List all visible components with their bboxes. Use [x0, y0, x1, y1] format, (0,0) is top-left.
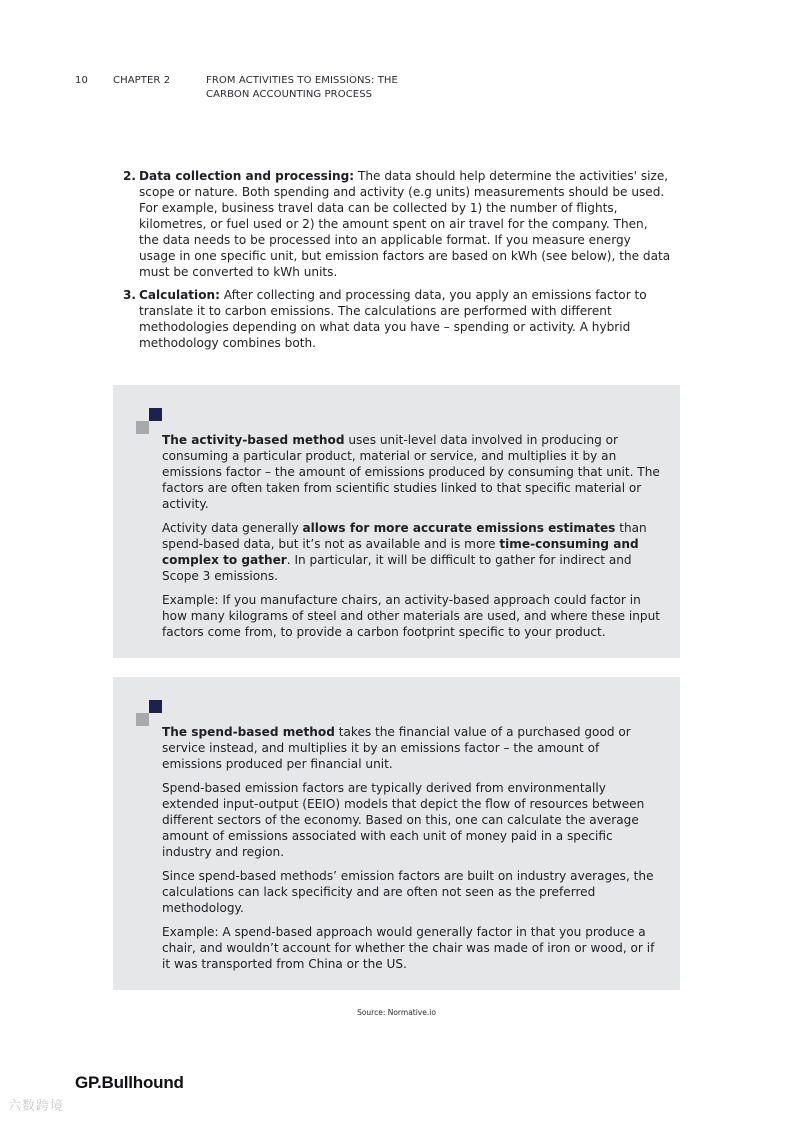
- paragraph: Spend-based emission factors are typically derived from environmentally extended input-output (EEIO) models that depict the flow of resources between different sectors of the economy. Based on this, one can calculate the average amount of emissions associated with each unit of money paid in a specific industry and region.: [162, 781, 645, 859]
- paragraph: [162, 432, 662, 512]
- step-text: After collecting and processing data, you apply an emissions factor to translate it to carbon emissions. The calculations are performed with different methodologies depending on what data you have – spending or activity. A hybrid methodology combines both.: [139, 288, 647, 350]
- gp-bullhound-logo: GP.Bullhound: [75, 1073, 184, 1092]
- paragraph: Example: If you manufacture chairs, an activity-based approach could factor in how many kilograms of steel and other materials are used, and where these input factors come from, to provide a carbon footprint specific to your product.: [162, 593, 660, 639]
- method-term: The activity-based method: [162, 433, 345, 447]
- paragraph: [162, 724, 662, 772]
- decorative-square-dark: [149, 700, 162, 713]
- process-steps: [123, 168, 671, 358]
- spend-based-method-box: [113, 677, 680, 990]
- paragraph: Since spend-based methods’ emission factors are built on industry averages, the calculations can lack specificity and are often not seen as the preferred methodology.: [162, 869, 654, 915]
- paragraph-text: takes the financial value of a purchased good or service instead, and multiplies it by an emissions factor – the amount of emissions produced per financial unit.: [162, 725, 631, 771]
- paragraph: [162, 520, 662, 584]
- step-data-collection: [123, 168, 671, 280]
- paragraph-text: Activity data generally: [162, 521, 303, 535]
- step-body: [139, 168, 671, 280]
- box-content: [162, 724, 662, 980]
- emphasis: time-consuming and complex to gather: [162, 537, 639, 567]
- decorative-square-dark: [149, 408, 162, 421]
- step-number: 2.: [123, 169, 137, 183]
- paragraph-text: uses unit-level data involved in producing or consuming a particular product, material or service, and multiplies it by an emissions factor – the amount of emissions produced by consuming that unit. The factors are often taken from scientific studies linked to that specific material or activity.: [162, 433, 660, 511]
- watermark: 六数跨境: [8, 1099, 65, 1114]
- source-note: Source: Normative.io: [357, 1008, 436, 1017]
- step-body: [139, 287, 671, 351]
- box-content: [162, 432, 662, 648]
- paragraph: Example: A spend-based approach would generally factor in that you produce a chair, and wouldn’t account for whether the chair was made of iron or wood, or if it was transported from China or the US.: [162, 925, 655, 971]
- method-term: The spend-based method: [162, 725, 335, 739]
- activity-based-method-box: [113, 385, 680, 658]
- step-text: The data should help determine the activities' size, scope or nature. Both spending and activity (e.g units) measurements should be used. For example, business travel data can be collected by 1) the number of flights, kilometres, or fuel used or 2) the amount spent on air travel for the company. Then, the data needs to be processed into an applicable format. If you measure energy usage in one specific unit, but emission factors are based on kWh (see below), the data must be converted to kWh units.: [139, 169, 671, 279]
- decorative-square-grey: [136, 713, 149, 726]
- step-number: 3.: [123, 288, 137, 302]
- step-heading: Calculation:: [139, 288, 220, 302]
- page-number: 10: [75, 75, 88, 86]
- decorative-square-grey: [136, 421, 149, 434]
- step-heading: Data collection and processing:: [139, 169, 355, 183]
- step-calculation: [123, 287, 671, 351]
- paragraph-text: . In particular, it will be difficult to gather for indirect and Scope 3 emissions.: [162, 553, 632, 583]
- paragraph-text: than spend-based data, but it’s not as available and is more: [162, 521, 647, 551]
- chapter-title: FROM ACTIVITIES TO EMISSIONS: THE CARBON ACCOUNTING PROCESS: [206, 75, 398, 100]
- emphasis: allows for more accurate emissions estimates: [302, 521, 616, 535]
- chapter-label: CHAPTER 2: [113, 75, 171, 86]
